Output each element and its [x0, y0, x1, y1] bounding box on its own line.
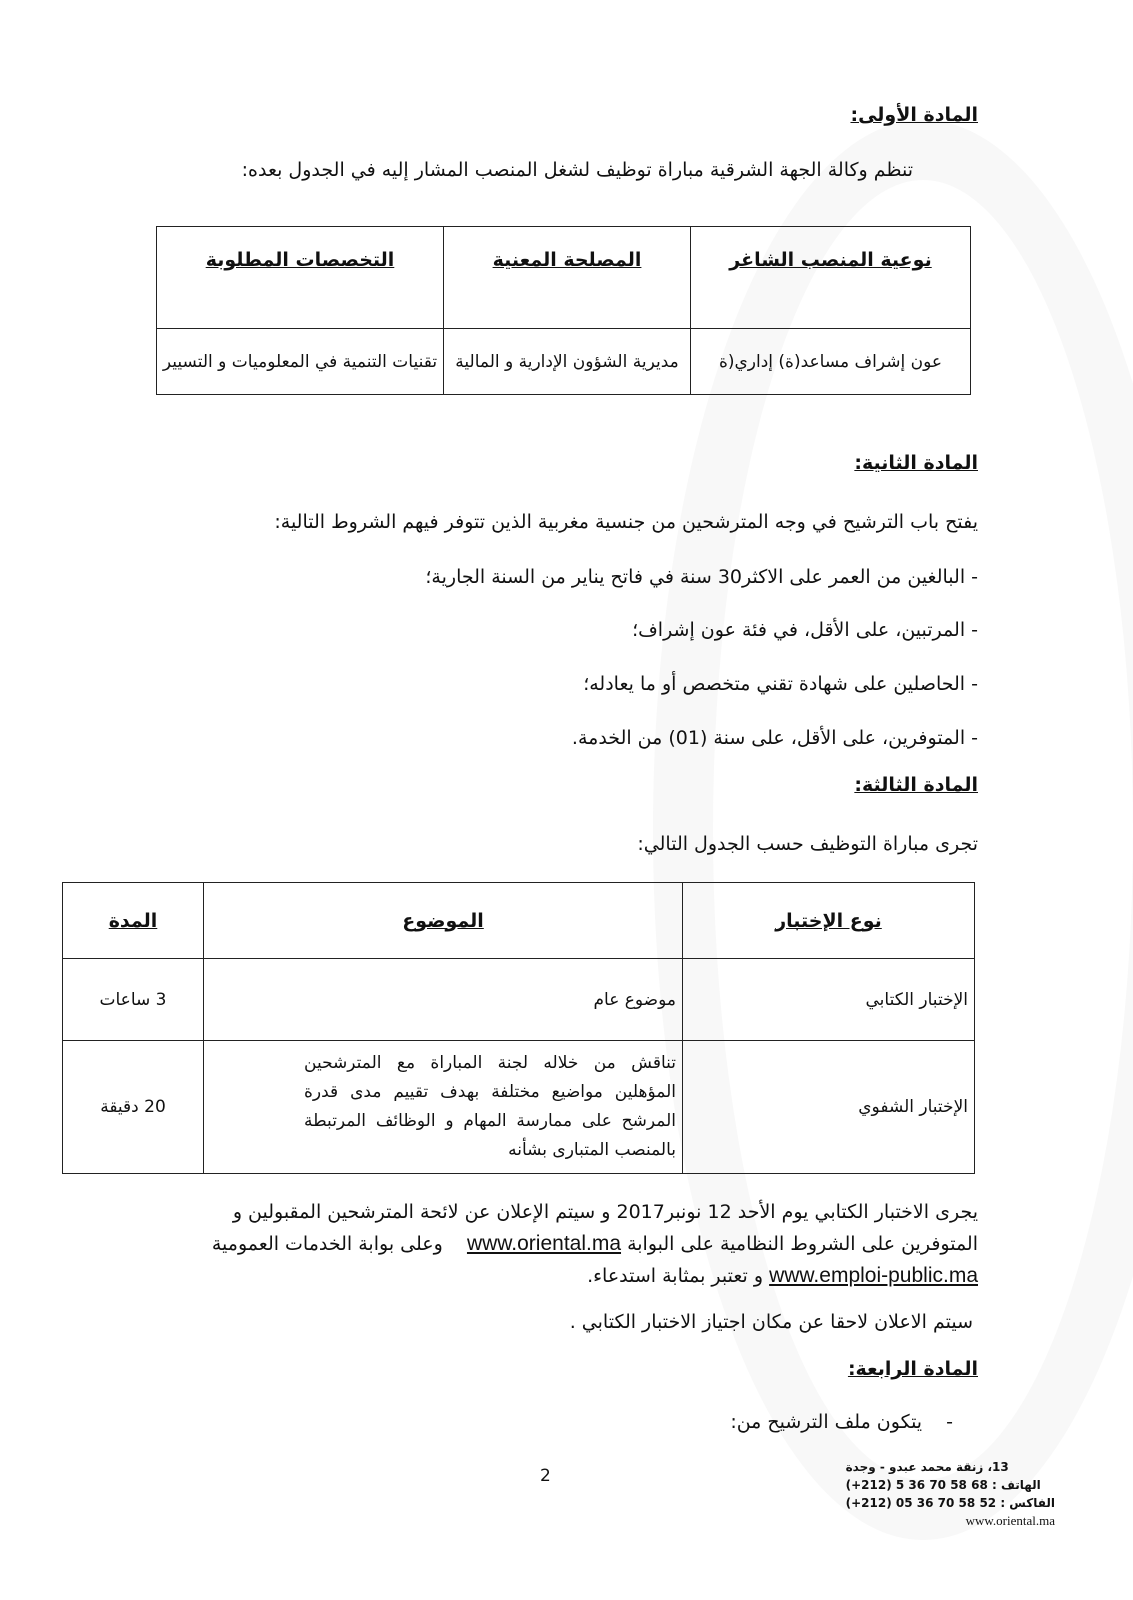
application-file-label: يتكون ملف الترشيح من: [730, 1411, 923, 1433]
exam-table [62, 882, 975, 1174]
page-number: 2 [540, 1466, 551, 1486]
article-4-item [730, 1406, 953, 1438]
header-position-type: نوعية المنصب الشاغر [691, 227, 971, 329]
cell-oral-subject: تناقش من خلاله لجنة المباراة مع المترشحين المؤهلين مواضيع مختلفة بهدف تقييم مدى قدرة المرشح على ممارسة المهام و الوظائف المرتبطة بالمنصب المتبارى بشأنه [204, 1041, 683, 1174]
footer-website[interactable]: www.oriental.ma [965, 1513, 1055, 1528]
header-subject: الموضوع [204, 883, 683, 959]
footer-phone: الهاتف : 68 58 70 36 5 (212+) [845, 1478, 1041, 1492]
exam-date-line-2 [158, 1228, 978, 1260]
header-department: المصلحة المعنية [444, 227, 691, 329]
condition-diploma: - الحاصلين على شهادة تقني متخصص أو ما يعادله؛ [583, 673, 978, 695]
bullet-dash-icon: - [946, 1411, 953, 1433]
oriental-portal-link[interactable]: www.oriental.ma [466, 1232, 622, 1255]
cell-oral-exam: الإختبار الشفوي [683, 1041, 975, 1174]
exam-date-line-2-text-a: المتوفرين على الشروط النظامية على البوابة [627, 1233, 978, 1255]
footer-address: 13، زنقة محمد عبدو - وجدة [845, 1460, 1009, 1474]
header-specialties: التخصصات المطلوبة [157, 227, 444, 329]
article-1-intro: تنظم وكالة الجهة الشرقية مباراة توظيف لشغل المنصب المشار إليه في الجدول بعده: [241, 159, 913, 181]
article-4-heading: المادة الرابعة: [847, 1358, 978, 1380]
cell-written-duration: 3 ساعات [63, 959, 204, 1041]
cell-written-subject: موضوع عام [204, 959, 683, 1041]
condition-rank: - المرتبين، على الأقل، في فئة عون إشراف؛ [632, 619, 978, 641]
article-1-heading: المادة الأولى: [850, 104, 978, 126]
cell-position-type: عون إشراف مساعد(ة) إداري(ة [691, 329, 971, 395]
condition-age: - البالغين من العمر على الاكثر30 سنة في فاتح يناير من السنة الجارية؛ [425, 566, 978, 588]
position-table [156, 226, 971, 395]
condition-experience: - المتوفرين، على الأقل، على سنة (01) من الخدمة. [571, 727, 978, 749]
header-exam-type: نوع الإختبار [683, 883, 975, 959]
article-2-intro: يفتح باب الترشيح في وجه المترشحين من جنسية مغربية الذين تتوفر فيهم الشروط التالية: [274, 511, 978, 533]
footer-fax: الفاكس : 52 58 70 36 05 (212+) [845, 1496, 1055, 1510]
cell-written-exam: الإختبار الكتابي [683, 959, 975, 1041]
article-3-intro: تجرى مباراة التوظيف حسب الجدول التالي: [637, 833, 978, 855]
exam-date-line-1: يجرى الاختبار الكتابي يوم الأحد 12 نونبر2017 و سيتم الإعلان عن لائحة المترشحين المقبولين و [232, 1201, 978, 1223]
article-2-heading: المادة الثانية: [854, 452, 978, 474]
exam-date-line-2-text-b: وعلى بوابة الخدمات العمومية [211, 1233, 443, 1255]
cell-specialties: تقنيات التنمية في المعلوميات و التسيير [157, 329, 444, 395]
emploi-public-link[interactable]: www.emploi-public.ma [769, 1264, 978, 1287]
cell-oral-duration: 20 دقيقة [63, 1041, 204, 1174]
article-3-heading: المادة الثالثة: [854, 774, 978, 796]
cell-department: مديرية الشؤون الإدارية و المالية [444, 329, 691, 395]
exam-location-notice: سيتم الاعلان لاحقا عن مكان اجتياز الاختبار الكتابي . [569, 1311, 973, 1333]
header-duration: المدة [63, 883, 204, 959]
footer-contact [846, 1458, 1055, 1530]
exam-date-line-3 [587, 1260, 978, 1292]
exam-date-line-3-text: و تعتبر بمثابة استدعاء. [587, 1265, 764, 1287]
